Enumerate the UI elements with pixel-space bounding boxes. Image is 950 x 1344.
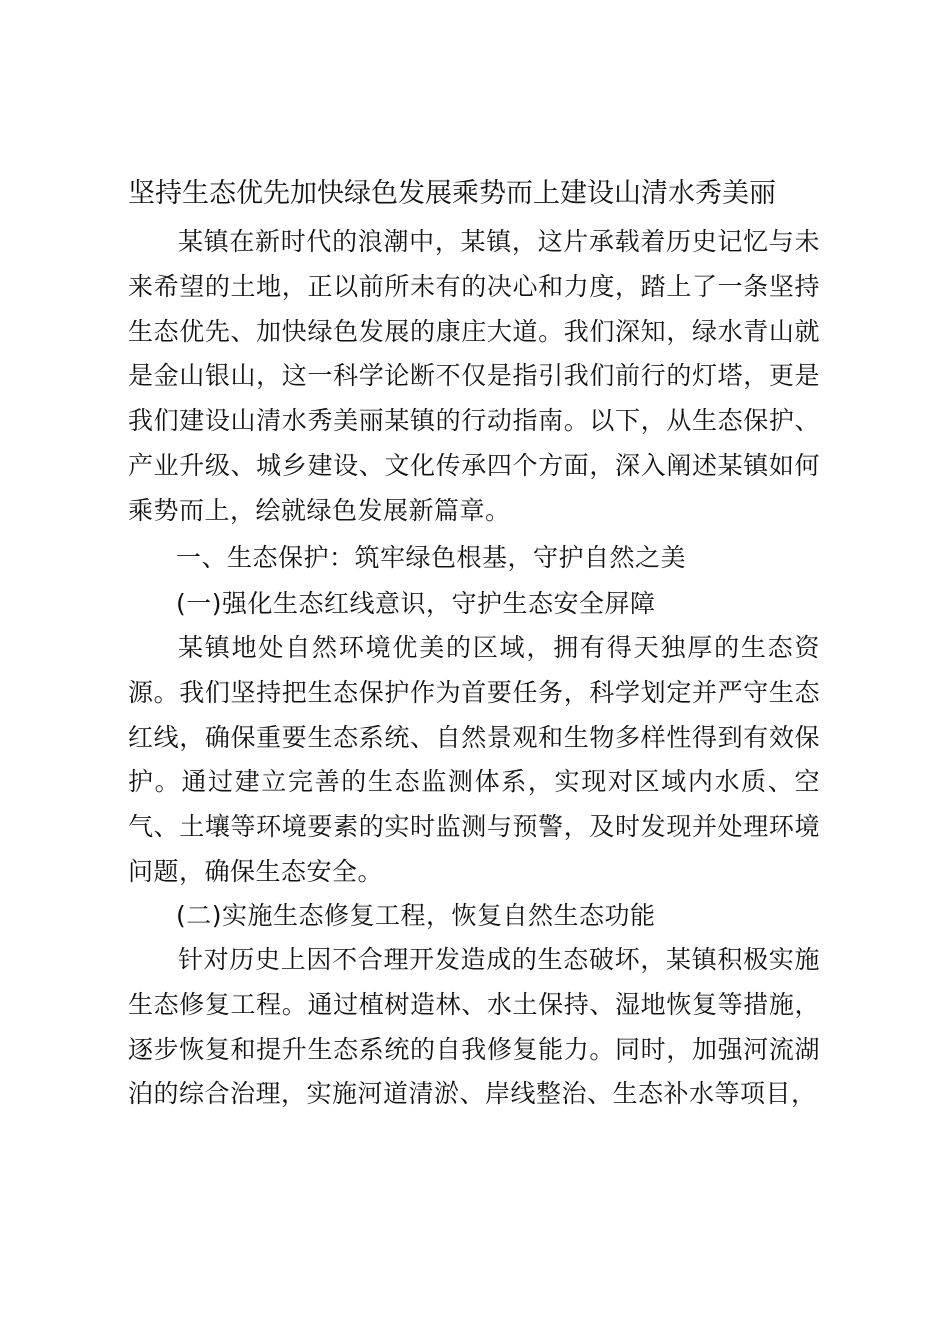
subsection-2-heading: (二)实施生态修复工程，恢复自然生态功能: [176, 901, 656, 930]
document-title: 坚持生态优先加快绿色发展乘势而上建设山清水秀美丽: [128, 178, 776, 209]
section-1-heading: 一、生态保护：筑牢绿色根基，守护自然之美: [176, 543, 687, 572]
intro-paragraph: 某镇在新时代的浪潮中，某镇，这片承载着历史记忆与未来希望的土地，正以前所未有的决心和力度，踏上了一条坚持生态优先、加快绿色发展的康庄大道。我们深知，绿水青山就是金山银山，这一科学论断不仅是指引我们前行的灯塔，更是我们建设山清水秀美丽某镇的行动指南。以下，从生态保护、产业升级、城乡建设、文化传承四个方面，深入阐述某镇如何乘势而上，绘就绿色发展新篇章。: [128, 227, 820, 525]
subsection-1-heading: (一)强化生态红线意识，守护生态安全屏障: [176, 589, 656, 618]
subsection-1-paragraph: 某镇地处自然环境优美的区域，拥有得天独厚的生态资源。我们坚持把生态保护作为首要任务，科学划定并严守生态红线，确保重要生态系统、自然景观和生物多样性得到有效保护。通过建立完善的生态监测体系，实现对区域内水质、空气、土壤等环境要素的实时监测与预警，及时发现并处理环境问题，确保生态安全。: [128, 633, 820, 886]
subsection-2-paragraph: 针对历史上因不合理开发造成的生态破坏，某镇积极实施生态修复工程。通过植树造林、水土保持、湿地恢复等措施，逐步恢复和提升生态系统的自我修复能力。同时，加强河流湖泊的综合治理，实施河道清淤、岸线整治、生态补水等项目，: [128, 945, 820, 1109]
